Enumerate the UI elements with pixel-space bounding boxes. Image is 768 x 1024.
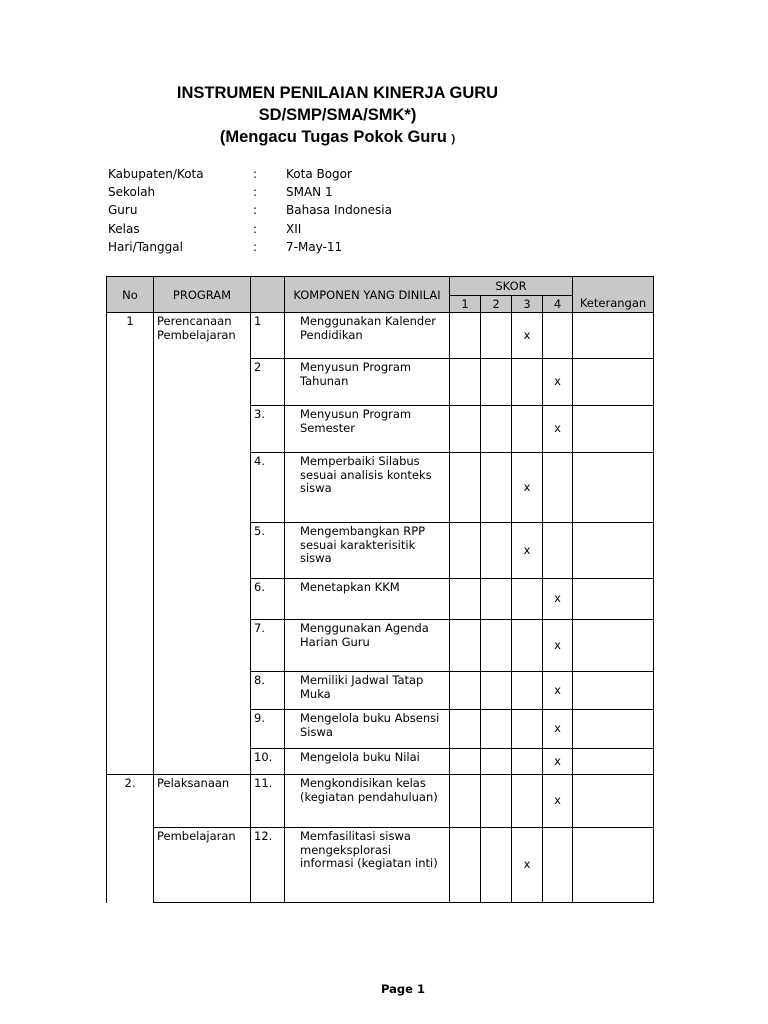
row-keterangan <box>573 775 654 828</box>
row-komponen: Menetapkan KKM <box>285 579 450 620</box>
score-4 <box>543 313 573 359</box>
score-3: x <box>512 453 543 523</box>
table-row <box>107 313 654 359</box>
info-value: XII <box>286 221 302 236</box>
row-num: 12. <box>251 828 285 903</box>
score-3 <box>512 710 543 749</box>
row-komponen: Menggunakan Kalender Pendidikan <box>285 313 450 359</box>
info-separator: : <box>253 203 258 218</box>
row-program: Pelaksanaan <box>154 775 251 828</box>
info-label: Hari/Tanggal <box>108 239 183 254</box>
row-keterangan <box>573 672 654 710</box>
document-subtitle: SD/SMP/SMA/SMK*) <box>258 106 417 124</box>
page-number: Page 1 <box>381 982 425 996</box>
score-3 <box>512 359 543 406</box>
score-4: x <box>543 749 573 775</box>
score-3 <box>512 775 543 828</box>
row-komponen: Memperbaiki Silabus sesuai analisis konteks siswa <box>285 453 450 523</box>
row-num: 11. <box>251 775 285 828</box>
row-komponen: Mengelola buku Absensi Siswa <box>285 710 450 749</box>
score-4 <box>543 453 573 523</box>
score-4: x <box>543 672 573 710</box>
score-1 <box>450 579 481 620</box>
table-row <box>107 775 654 828</box>
score-3: x <box>512 828 543 903</box>
row-keterangan <box>573 749 654 775</box>
score-2 <box>481 523 512 579</box>
score-1 <box>450 313 481 359</box>
header-program: PROGRAM <box>154 277 251 313</box>
score-4: x <box>543 710 573 749</box>
row-num: 3. <box>251 406 285 453</box>
score-2 <box>481 620 512 672</box>
row-no: 1 <box>107 313 154 775</box>
score-1 <box>450 775 481 828</box>
score-1 <box>450 453 481 523</box>
header-keterangan: Keterangan <box>573 277 654 313</box>
score-1 <box>450 672 481 710</box>
header-komponen: KOMPONEN YANG DINILAI <box>285 277 450 313</box>
score-4: x <box>543 620 573 672</box>
score-2 <box>481 359 512 406</box>
score-2 <box>481 313 512 359</box>
score-1 <box>450 523 481 579</box>
row-program: Perencanaan Pembelajaran <box>154 313 251 775</box>
header-blank <box>251 277 285 313</box>
header-skor: SKOR <box>450 277 573 296</box>
score-2 <box>481 775 512 828</box>
info-value: 7-May-11 <box>286 239 343 254</box>
info-separator: : <box>253 239 258 254</box>
score-4 <box>543 828 573 903</box>
score-3 <box>512 579 543 620</box>
reference-close-paren: ) <box>451 133 456 145</box>
row-num: 8. <box>251 672 285 710</box>
info-label: Kabupaten/Kota <box>108 167 204 181</box>
row-keterangan <box>573 453 654 523</box>
score-3: x <box>512 313 543 359</box>
row-komponen: Memiliki Jadwal Tatap Muka <box>285 672 450 710</box>
info-label: Sekolah <box>108 185 156 200</box>
score-1 <box>450 749 481 775</box>
score-1 <box>450 406 481 453</box>
row-num: 9. <box>251 710 285 749</box>
score-4: x <box>543 359 573 406</box>
document-title: INSTRUMEN PENILAIAN KINERJA GURU <box>176 84 499 102</box>
reference-text: (Mengacu Tugas Pokok Guru <box>219 128 447 146</box>
info-label: Guru <box>108 203 138 218</box>
row-komponen: Mengembangkan RPP sesuai karakterisitik siswa <box>285 523 450 579</box>
table-row <box>107 828 654 903</box>
score-4: x <box>543 775 573 828</box>
row-komponen: Menggunakan Agenda Harian Guru <box>285 620 450 672</box>
info-separator: : <box>253 185 258 200</box>
score-1 <box>450 828 481 903</box>
row-komponen: Mengkondisikan kelas (kegiatan pendahuluan) <box>285 775 450 828</box>
row-keterangan <box>573 313 654 359</box>
score-2 <box>481 672 512 710</box>
score-3 <box>512 749 543 775</box>
info-separator: : <box>253 167 258 181</box>
row-num: 2 <box>251 359 285 406</box>
score-3 <box>512 406 543 453</box>
score-2 <box>481 749 512 775</box>
row-keterangan <box>573 620 654 672</box>
row-keterangan <box>573 523 654 579</box>
row-komponen: Memfasilitasi siswa mengeksplorasi informasi (kegiatan inti) <box>285 828 450 903</box>
row-keterangan <box>573 406 654 453</box>
score-2 <box>481 579 512 620</box>
score-2 <box>481 710 512 749</box>
score-1 <box>450 710 481 749</box>
row-num: 10. <box>251 749 285 775</box>
row-num: 1 <box>251 313 285 359</box>
row-num: 6. <box>251 579 285 620</box>
row-keterangan <box>573 710 654 749</box>
info-value: Bahasa Indonesia <box>286 203 392 218</box>
header-score-1: 1 <box>450 296 481 313</box>
score-3 <box>512 672 543 710</box>
score-1 <box>450 620 481 672</box>
row-keterangan <box>573 579 654 620</box>
row-komponen: Menyusun Program Tahunan <box>285 359 450 406</box>
score-2 <box>481 828 512 903</box>
assessment-table <box>106 276 654 903</box>
header-score-3: 3 <box>512 296 543 313</box>
score-4: x <box>543 579 573 620</box>
score-4 <box>543 523 573 579</box>
row-keterangan <box>573 828 654 903</box>
score-2 <box>481 406 512 453</box>
score-3 <box>512 620 543 672</box>
row-keterangan <box>573 359 654 406</box>
row-num: 4. <box>251 453 285 523</box>
score-4: x <box>543 406 573 453</box>
row-no: 2. <box>107 775 154 903</box>
info-value: SMAN 1 <box>286 185 333 200</box>
score-3: x <box>512 523 543 579</box>
score-1 <box>450 359 481 406</box>
header-score-4: 4 <box>543 296 573 313</box>
info-separator: : <box>253 221 258 236</box>
score-2 <box>481 453 512 523</box>
info-label: Kelas <box>108 221 140 236</box>
header-no: No <box>107 277 154 313</box>
header-score-2: 2 <box>481 296 512 313</box>
row-komponen: Mengelola buku Nilai <box>285 749 450 775</box>
row-komponen: Menyusun Program Semester <box>285 406 450 453</box>
info-value: Kota Bogor <box>286 167 352 181</box>
row-num: 7. <box>251 620 285 672</box>
row-program: Pembelajaran <box>154 828 251 903</box>
row-num: 5. <box>251 523 285 579</box>
document-subtitle-reference <box>0 128 675 147</box>
